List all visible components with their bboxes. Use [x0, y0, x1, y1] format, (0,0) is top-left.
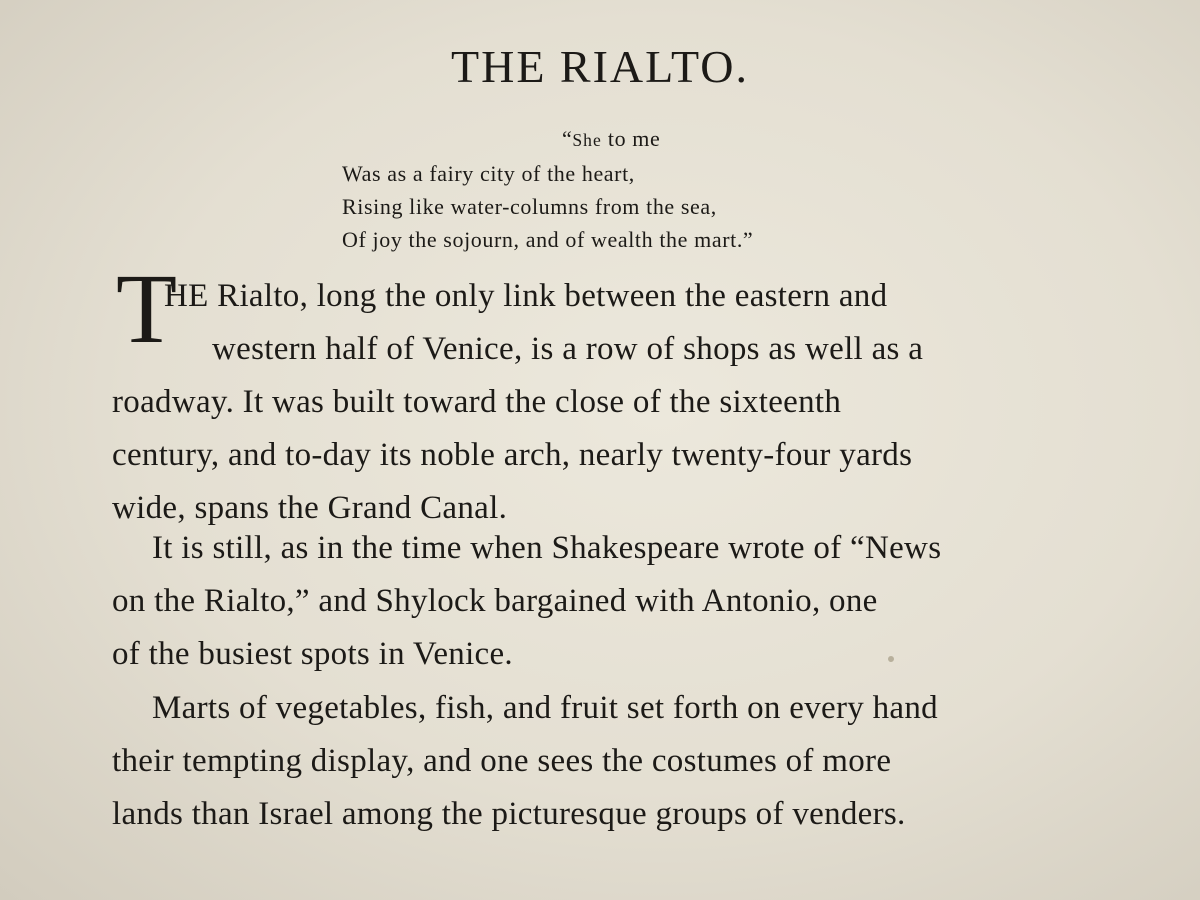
paragraph-3-line-3: lands than Israel among the picturesque groups of venders. [112, 796, 906, 832]
paragraph-3-line-2: their tempting display, and one sees the costumes of more [112, 743, 892, 779]
paper-blemish [888, 656, 894, 662]
paragraph-1-line-2: western half of Venice, is a row of shops as well as a [212, 331, 924, 367]
epigraph-small-caps: She [572, 130, 602, 150]
paragraph-1 [112, 270, 1087, 535]
epigraph-line-1 [342, 122, 753, 157]
chapter-title: THE RIALTO. [451, 41, 749, 92]
paragraph-2-line-2: on the Rialto,” and Shylock bargained with Antonio, one [112, 583, 878, 619]
epigraph-line-4: Of joy the sojourn, and of wealth the mart.” [342, 227, 754, 252]
paragraph-2 [112, 522, 1087, 681]
paragraph-1-line-1: HE Rialto, long the only link between the eastern and [164, 278, 888, 314]
drop-cap: T [116, 253, 178, 364]
paragraph-1-line-5: wide, spans the Grand Canal. [112, 490, 508, 526]
epigraph-line-3: Rising like water-columns from the sea, [342, 194, 717, 219]
paragraph-3-line-1: Marts of vegetables, fish, and fruit set forth on every hand [152, 690, 938, 726]
epigraph-line-1-rest: to me [601, 126, 661, 151]
epigraph-line-2: Was as a fairy city of the heart, [342, 161, 635, 186]
paragraph-1-line-3: roadway. It was built toward the close of the sixteenth [112, 384, 842, 420]
paragraph-2-line-1: It is still, as in the time when Shakespeare wrote of “News [152, 530, 942, 566]
paragraph-1-line-4: century, and to-day its noble arch, nearly twenty-four yards [112, 437, 913, 473]
paragraph-3 [112, 682, 1087, 841]
epigraph [342, 122, 753, 256]
open-quote: “ [562, 126, 573, 151]
paragraph-2-line-3: of the busiest spots in Venice. [112, 636, 513, 672]
